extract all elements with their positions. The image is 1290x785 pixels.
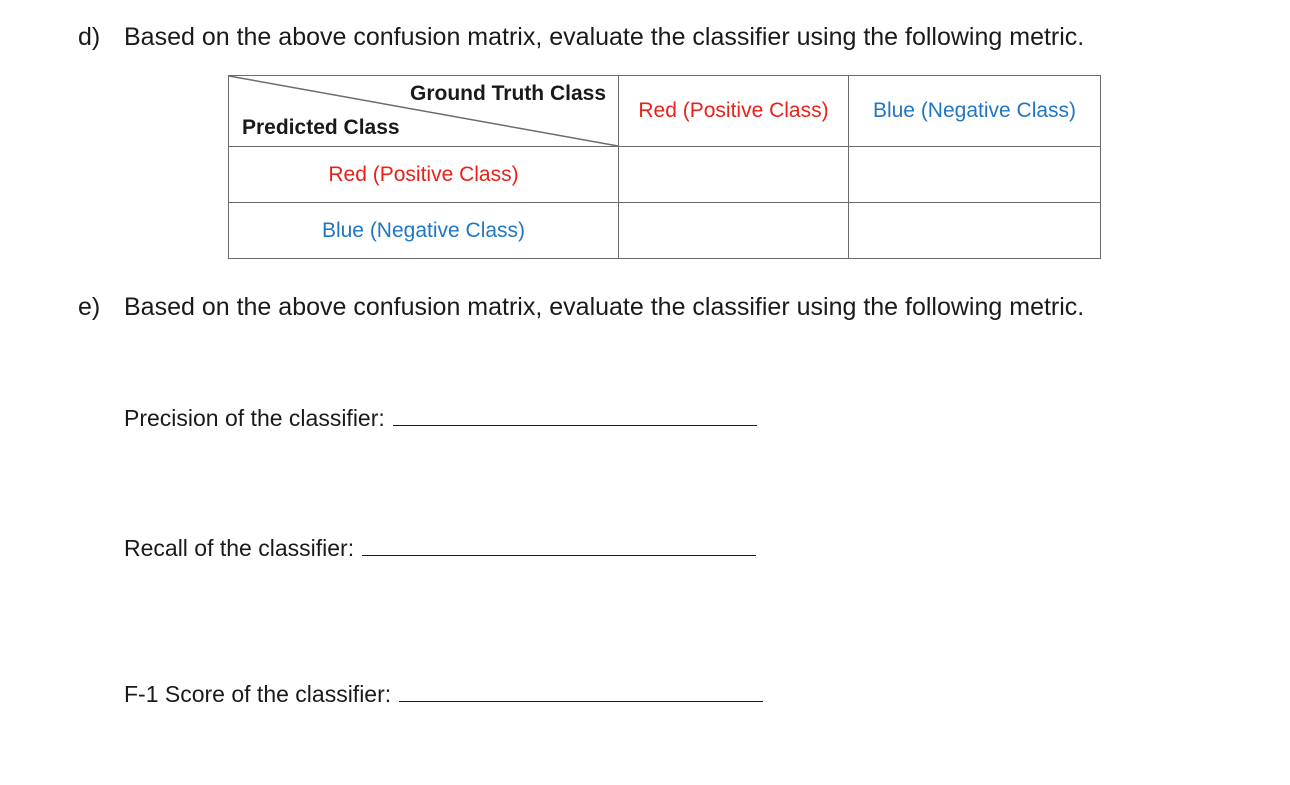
row-blue: [229, 203, 1101, 259]
question-e: [78, 292, 1084, 322]
recall-label: Recall of the classifier:: [124, 535, 355, 561]
question-e-text: Based on the above confusion matrix, evaluate the classifier using the following metric.: [124, 293, 1085, 321]
f1-line: [124, 680, 763, 708]
row-red: [229, 147, 1101, 203]
question-d-label: d): [78, 23, 101, 51]
row-header-red: Red (Positive Class): [229, 147, 619, 203]
predicted-class-label: Predicted Class: [242, 116, 400, 139]
f1-answer-blank[interactable]: [399, 683, 763, 702]
recall-answer-blank[interactable]: [362, 537, 756, 556]
column-header-blue: Blue (Negative Class): [849, 76, 1101, 147]
row-header-blue: Blue (Negative Class): [229, 203, 619, 259]
f1-label: F-1 Score of the classifier:: [124, 681, 392, 707]
recall-line: [124, 534, 756, 562]
question-e-label: e): [78, 293, 101, 321]
precision-line: [124, 404, 757, 432]
cell-red-blue[interactable]: [849, 147, 1101, 203]
question-d: [78, 22, 1084, 52]
column-header-red: Red (Positive Class): [619, 76, 849, 147]
cell-blue-red[interactable]: [619, 203, 849, 259]
ground-truth-label: Ground Truth Class: [409, 82, 606, 105]
confusion-matrix-table: [228, 75, 1101, 259]
cell-red-red[interactable]: [619, 147, 849, 203]
cell-blue-blue[interactable]: [849, 203, 1101, 259]
header-row: [229, 76, 1101, 147]
precision-answer-blank[interactable]: [393, 407, 757, 426]
precision-label: Precision of the classifier:: [124, 405, 385, 431]
question-d-text: Based on the above confusion matrix, evaluate the classifier using the following metric.: [124, 23, 1085, 51]
corner-cell: [229, 76, 619, 147]
